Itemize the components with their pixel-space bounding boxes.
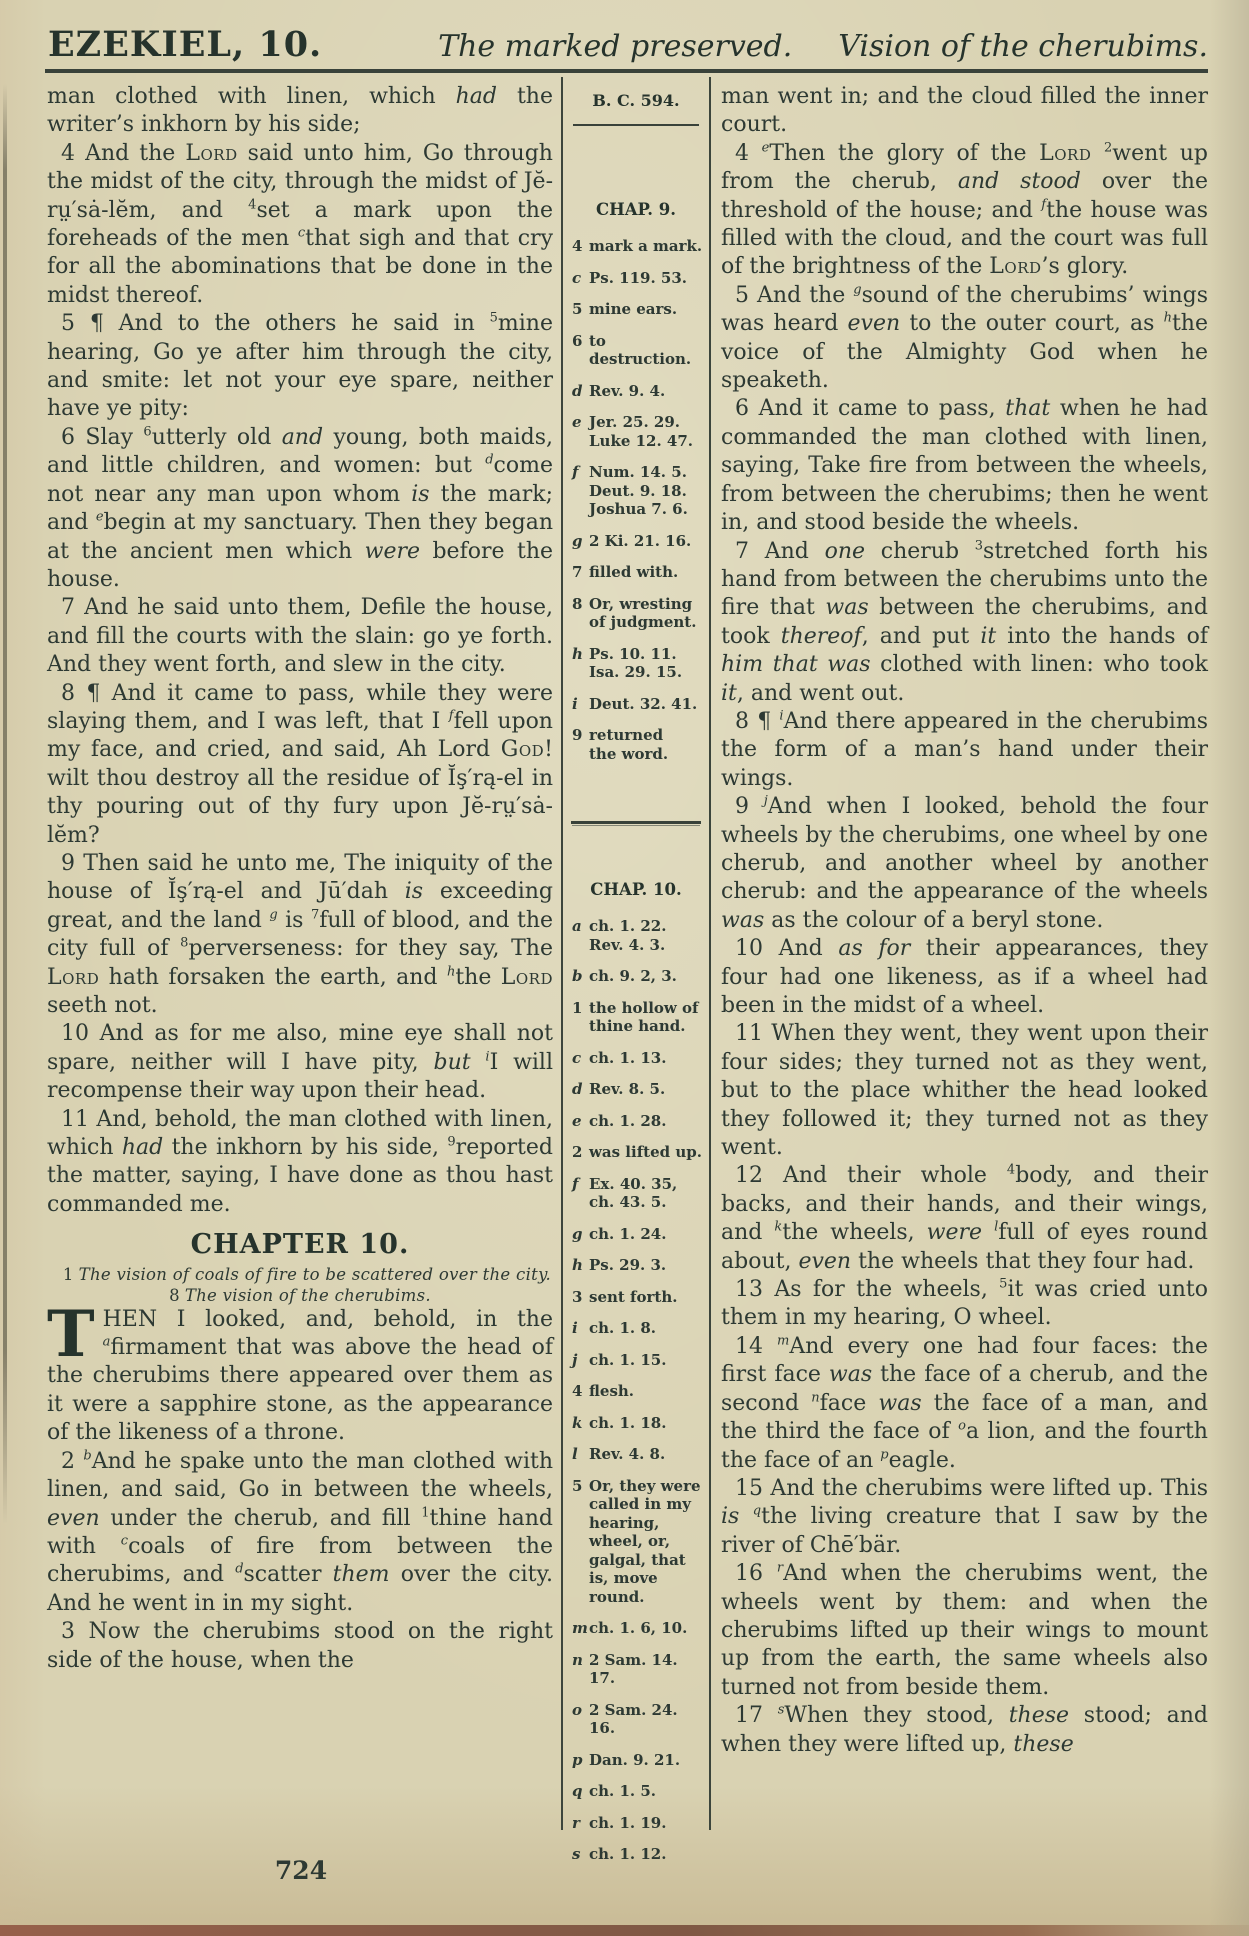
margin-reference [572,967,705,986]
reference-marker: f [572,463,579,481]
reference-text: ch. 1. 15. [589,1350,667,1369]
margin-reference [572,1256,705,1275]
margin-reference [572,563,705,582]
reference-text: ch. 1. 22. Rev. 4. 3. [589,917,667,954]
reference-marker: e [572,413,582,431]
reference-marker: 9 [572,726,583,744]
reference-text: Ex. 40. 35, ch. 43. 5. [589,1174,678,1211]
reference-marker: g [572,1224,583,1243]
reference-marker: g [572,531,583,550]
margin-reference [572,237,705,256]
reference-marker: m [572,1619,588,1637]
margin-reference [572,1845,705,1864]
verse-paragraph: 13 As for the wheels, $^5$it was cried unto them in my hearing, O wheel. [721,1276,1208,1331]
reference-text: the hollow of thine hand. [589,998,699,1035]
margin-reference [572,1143,705,1162]
margin-reference [572,1382,705,1401]
reference-marker: a [572,917,582,935]
reference-text: ch. 1. 12. [589,1845,667,1863]
reference-text: Ps. 29. 3. [589,1256,667,1274]
reference-marker: j [572,1350,578,1369]
margin-reference [572,1049,705,1068]
reference-marker: 4 [572,237,583,255]
margin-reference [572,1319,705,1338]
reference-text: ch. 1. 13. [589,1048,667,1067]
verse-paragraph: man clothed with linen, which had the writer’s inkhorn by his side; [47,84,553,138]
reference-marker: i [572,1319,578,1337]
margin-reference [572,332,705,369]
reference-marker: p [572,1750,583,1769]
reference-marker: 3 [572,1287,583,1306]
reference-text: ch. 1. 6, 10. [589,1619,688,1637]
verse-paragraph: 5 And the $^g$sound of the cherubims’ wings was heard even to the outer court, as $^h$the voice of the Almighty God when he speaketh. [721,282,1208,394]
verse-paragraph: 14 $^m$And every one had four faces: the first face was the face of a cherub, and the second $^n$face was the face of a man, and the third the face of $^o$a lion, and the fourth the face of an $^p$eagle. [721,1333,1209,1473]
margin-reference [572,695,705,714]
verse-paragraph: 15 And the cherubims were lifted up. This is $^q$the living creature that I saw by the river of Chē′bär. [721,1475,1208,1558]
verse-paragraph: 8 ¶ $^i$And there appeared in the cherubims the form of a man’s hand under their wings. [721,708,1208,791]
running-heads [322,29,1208,64]
margin-reference [572,1445,705,1464]
reference-marker: 1 [572,998,583,1017]
reference-marker: i [572,694,578,713]
reference-text: ch. 1. 18. [589,1413,667,1432]
reference-marker: b [572,967,583,985]
reference-text: ch. 1. 19. [589,1813,667,1832]
margin-reference [572,645,705,682]
reference-text: Rev. 9. 4. [589,381,666,400]
reference-marker: e [572,1111,582,1130]
reference-text: Or, wresting of judgment. [589,594,697,631]
reference-marker: l [572,1445,578,1463]
margin-reference [572,726,705,763]
verse-paragraph: 4 And the Lord said unto him, Go through the midst of the city, through the midst of Jĕ-rṳ′sȧ-lĕm, and $^4$set a mark upon the foreheads of the men $^c$that sigh and that cry for all the abominations that be done in the midst thereof. [47,140,554,308]
verse-paragraph: 17 $^s$When they stood, these stood; and when they were lifted up, these [721,1702,1208,1757]
reference-chapter-heading: CHAP. 10. [590,880,682,899]
verse-paragraph: 9 $^j$And when I looked, behold the four wheels by the cherubims, one wheel by one cherub, and another wheel by another cherub: and the appearance of the wheels was as the colour of a beryl stone. [721,793,1208,933]
running-head-right: Vision of the cherubims. [838,29,1208,64]
reference-text: ch. 1. 8. [589,1319,657,1337]
reference-marker: q [572,1782,583,1800]
reference-text: Dan. 9. 21. [589,1750,681,1769]
verse-paragraph: 2 $^b$And he spake unto the man clothed with linen, and said, Go in between the wheels, even under the cherub, and fill $^1$thine hand with $^c$coals of fire from between the cherubims, and $^d$scatter them over the city. And he went in in my sight. [47,1448,554,1616]
reference-text: 2 Sam. 24. 16. [589,1700,678,1737]
verse-paragraph: 6 Slay $^6$utterly old and young, both maids, and little children, and women: but $^d$come not near any man upon whom is the mark; and $^e$begin at my sanctuary. Then they began at the ancient men which were before the house. [47,424,554,592]
verse-paragraph: THEN I looked, and, behold, in the $^a$firmament that was above the head of the cherubims there appeared over them as it were a sapphire stone, as the appearance of the likeness of a throne. [47,1296,553,1446]
verse-paragraph: 11 And, behold, the man clothed with linen, which had the inkhorn by his side, $^9$reported the matter, saying, I have done as thou hast commanded me. [47,1106,553,1217]
reference-marker: 5 [572,300,583,318]
running-head-left: The marked preserved. [438,29,793,64]
margin-reference [572,1414,705,1433]
margin-reference [572,1651,705,1688]
short-rule [573,124,699,126]
chapter-summary: 1 The vision of coals of fire to be scattered over the city. 8 The vision of the cherubims. [62,1264,552,1305]
page-number: 724 [274,1856,328,1885]
reference-text: ch. 1. 28. [589,1111,667,1130]
reference-marker: f [572,1174,579,1193]
verse-paragraph: 7 And one cherub $^3$stretched forth his hand from between the cherubims unto the fire that was between the cherubims, and took thereof, and put it into the hands of him that was clothed with linen: who took it, and went out. [721,538,1209,706]
margin-reference [572,1175,705,1212]
reference-marker: d [572,1080,583,1098]
reference-text: flesh. [589,1382,635,1400]
reference-text: was lifted up. [589,1143,702,1161]
reference-marker: h [572,644,583,663]
reference-text: mark a mark. [589,237,703,255]
margin-reference [572,1619,705,1638]
verse-paragraph: 7 And he said unto them, Defile the house, and fill the courts with the slain: go ye forth. And they went forth, and slew in the city. [47,595,553,678]
reference-marker: s [572,1845,581,1863]
reference-text: ch. 9. 2, 3. [589,967,677,985]
reference-text: Rev. 4. 8. [589,1445,666,1463]
reference-text: Rev. 8. 5. [589,1080,666,1098]
margin-reference [572,1351,705,1370]
verse-paragraph: 10 And as for me also, mine eye shall not spare, neither will I have pity, but $^i$I will recompense their way upon their head. [47,1021,554,1104]
reference-text: to destruction. [589,331,692,368]
reference-column [561,77,711,1863]
reference-marker: d [572,381,583,400]
margin-reference [572,595,705,632]
margin-reference [572,917,705,954]
margin-reference [572,1751,705,1770]
reference-marker: r [572,1813,580,1832]
book-chapter-title: EZEKIEL, 10. [48,24,323,65]
reference-marker: 6 [572,331,583,350]
page-gutter-shadow [3,84,7,1524]
margin-reference [572,300,705,319]
reference-marker: k [572,1413,583,1432]
reference-text: Ps. 119. 53. [589,268,688,287]
margin-reference [572,1288,705,1307]
left-text-column [45,77,561,1830]
reference-text: Or, they were called in my hearing, wheel, or, galgal, that is, move round. [589,1476,701,1606]
reference-marker: 7 [572,563,583,581]
text-columns [45,77,1209,1863]
margin-reference [572,269,705,288]
verse-paragraph: 6 And it came to pass, that when he had commanded the man clothed with linen, saying, Take fire from between the wheels, from between the cherubims; then he went in, and stood beside the wheels. [721,396,1208,536]
reference-text: sent forth. [589,1287,678,1306]
reference-marker: c [572,1048,582,1067]
reference-chapter-heading: CHAP. 9. [596,200,676,219]
reference-text: ch. 1. 24. [589,1224,667,1243]
reference-text: Deut. 32. 41. [589,694,698,713]
margin-reference [572,382,705,401]
section-rule [571,821,701,824]
reference-text: Ps. 10. 11. Isa. 29. 15. [589,644,683,681]
margin-reference [572,1814,705,1833]
reference-marker: 2 [572,1143,583,1161]
reference-text: 2 Sam. 14. 17. [589,1650,678,1687]
reference-text: 2 Ki. 21. 16. [589,531,692,550]
verse-paragraph: 8 ¶ And it came to pass, while they were slaying them, and I was left, that I $^f$fell upon my face, and cried, and said, Ah Lord God! wilt thou destroy all the residue of Ĭş′rą-el in thy pouring out of thy fury upon Jĕ-rṳ′sȧ-lĕm? [47,680,553,848]
verse-paragraph: 16 $^r$And when the cherubims went, the wheels went by them: and when the cherubims lifted up their wings to mount up from the earth, the same wheels also turned not from beside them. [721,1560,1208,1700]
page-header [48,24,1208,65]
reference-marker: 4 [572,1382,583,1400]
margin-reference [572,1782,705,1801]
margin-reference [572,1112,705,1131]
reference-marker: o [572,1700,583,1719]
reference-text: Num. 14. 5. Deut. 9. 18. Joshua 7. 6. [589,463,688,518]
verse-paragraph: man went in; and the cloud filled the inner court. [721,84,1208,138]
verse-paragraph: 3 Now the cherubims stood on the right side of the house, when the [47,1619,553,1673]
verse-paragraph: 5 ¶ And to the others he said in $^5$mine hearing, Go ye after him through the city, and smite: let not your eye spare, neither have ye pity: [47,310,553,422]
reference-text: filled with. [589,563,679,581]
drop-cap: T [47,1296,95,1372]
margin-reference [572,532,705,551]
bc-date: B. C. 594. [592,91,680,110]
margin-reference [572,1080,705,1099]
reference-marker: c [572,268,582,287]
reference-text: mine ears. [589,300,678,318]
chapter-heading: CHAPTER 10. [190,1229,410,1261]
verse-paragraph: 11 When they went, they went upon their four sides; they turned not as they went, but to the place whither the head looked they followed it; they turned not as they went. [721,1021,1208,1161]
header-rule [45,69,1208,73]
margin-reference [572,1701,705,1738]
verse-paragraph: 9 Then said he unto me, The iniquity of the house of Ĭş′rą-el and Jū′dah is exceeding great, and the land $^g$ is $^7$full of blood, and the city full of $^8$perverseness: for they say, The Lord hath forsaken the earth, and $^h$the Lord seeth not. [47,850,554,1018]
verse-paragraph: 12 And their whole $^4$body, and their backs, and their hands, and their wings, and $^k$the wheels, were $^l$full of eyes round about, even the wheels that they four had. [721,1163,1208,1274]
reference-text: returned the word. [589,726,669,763]
margin-reference [572,463,705,519]
reference-text: ch. 1. 5. [589,1782,657,1800]
reference-marker: 8 [572,594,583,613]
margin-reference [572,413,705,450]
margin-reference [572,1225,705,1244]
verse-paragraph: 4 $^e$Then the glory of the Lord $^2$went up from the cherub, and stood over the threshold of the house; and $^f$the house was filled with the cloud, and the court was full of the brightness of the Lord’s glory. [721,140,1208,280]
reference-marker: 5 [572,1476,583,1495]
right-text-column [711,77,1208,1830]
margin-reference [572,1477,705,1607]
margin-reference [572,999,705,1036]
reference-marker: n [572,1650,583,1669]
reference-text: Jer. 25. 29. Luke 12. 47. [589,413,694,450]
page-bottom-edge [0,1925,1249,1936]
verse-paragraph: 10 And as for their appearances, they four had one likeness, as if a wheel had been in the midst of a wheel. [721,936,1208,1018]
reference-marker: h [572,1256,583,1274]
